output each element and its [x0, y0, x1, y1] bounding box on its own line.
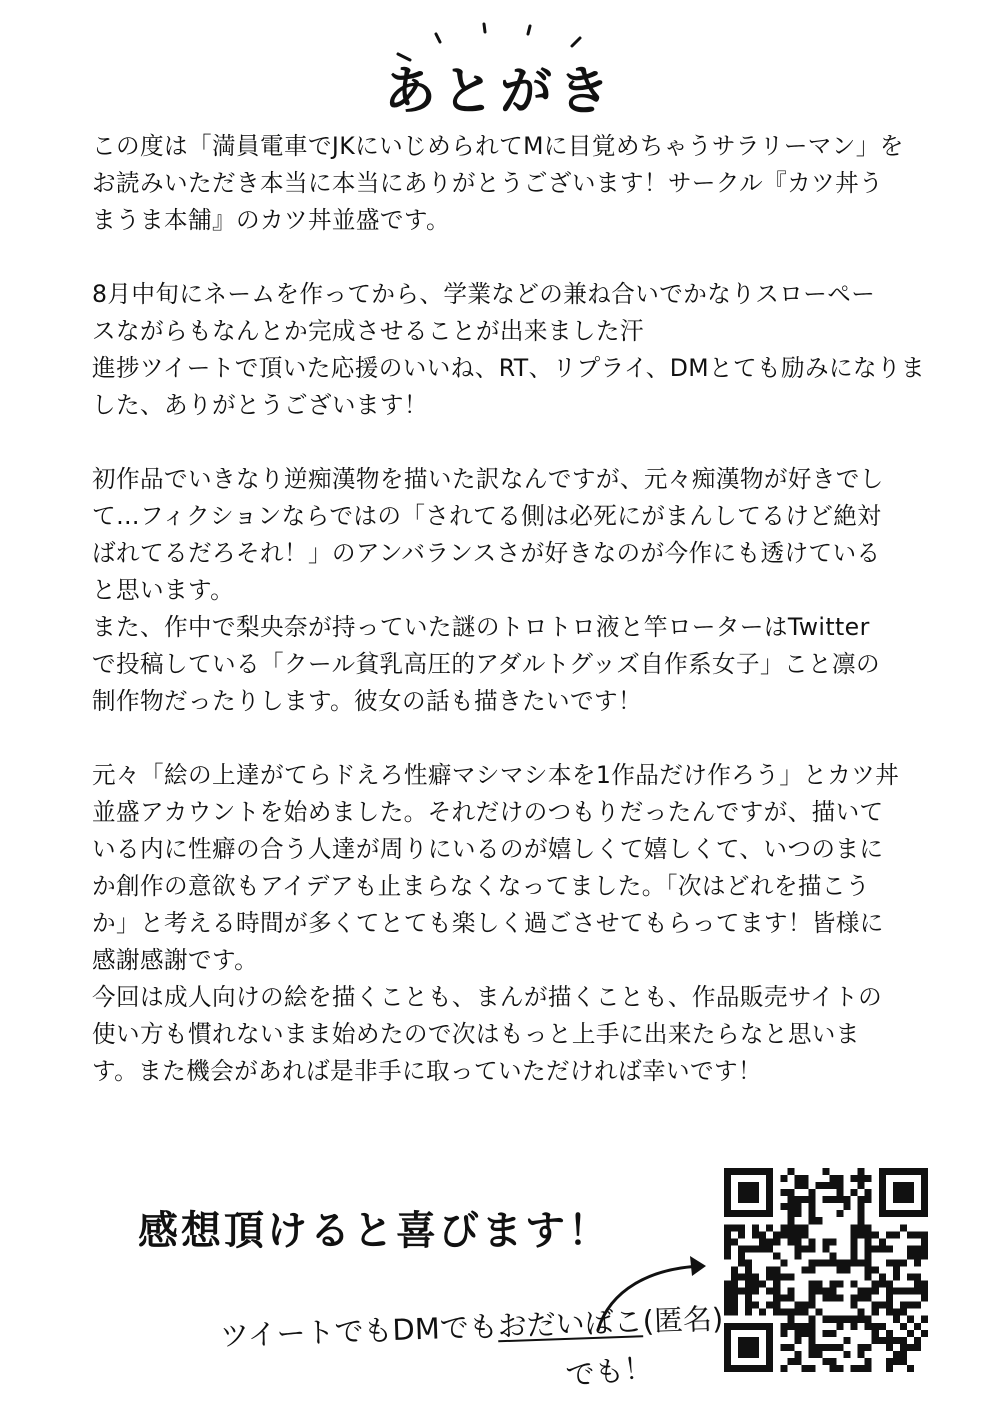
afterword-body — [92, 128, 925, 1127]
text-line: お読みいただき本当に本当にありがとうございます！サークル『カツ丼う — [92, 169, 884, 197]
text-line: まうま本舗』のカツ丼並盛です。 — [92, 206, 451, 234]
text-line: した、ありがとうございます！ — [92, 391, 428, 419]
feedback-headline: 感想頂けると喜びます！ — [138, 1208, 611, 1254]
paragraph — [92, 128, 907, 239]
text-line: 元々「絵の上達がてらドえろ性癖マシマシ本を1作品だけ作ろう」とカツ丼 — [92, 761, 900, 789]
text-line: また、作中で梨央奈が持っていた謎のトロトロ液と竿ローターはTwitter — [92, 613, 870, 641]
qr-code-icon[interactable] — [724, 1168, 928, 1372]
text-line: 8月中旬にネームを作ってから、学業などの兼ね合いでかなりスローペー — [92, 280, 876, 308]
text-line: か創作の意欲もアイデアも止まらなくなってました。「次はどれを描こう — [92, 872, 870, 900]
title-block — [380, 20, 620, 120]
feedback-channels — [219, 1300, 724, 1354]
page-title: あとがき — [383, 62, 616, 122]
text-line: で投稿している「クール貧乳高圧的アダルトグッズ自作系女子」こと凛の — [92, 650, 881, 678]
text-line: この度は「満員電車でJKにいじめられてMに目覚めちゃうサラリーマン」を — [92, 132, 904, 160]
paragraph — [92, 461, 907, 720]
text-line: 感謝感謝です。 — [92, 946, 259, 974]
feedback-tail: でも！ — [564, 1349, 655, 1393]
paragraph — [92, 276, 925, 424]
text-line: 初作品でいきなり逆痴漢物を描いた訳なんですが、元々痴漢物が好きでし — [92, 465, 884, 493]
text-line: す。また機会があれば是非手に取っていただければ幸いです！ — [92, 1057, 762, 1085]
text-line: いる内に性癖の合う人達が周りにいるのが嬉しくて嬉しくて、いつのまに — [92, 835, 884, 863]
anonymous-note: (匿名) — [642, 1301, 724, 1339]
text-line: 今回は成人向けの絵を描くことも、まんが描くことも、作品販売サイトの — [92, 983, 883, 1011]
text-line: 制作物だったりします。彼女の話も描きたいです！ — [92, 687, 642, 715]
text-line: スながらもなんとか完成させることが出来ました汗 — [92, 317, 644, 345]
text-line: と思います。 — [92, 576, 235, 604]
feedback-prefix: ツイートでもDMでも — [219, 1309, 499, 1353]
text-line: ばれてるだろそれ！」のアンバランスさが好きなのが今作にも透けている — [92, 539, 881, 567]
odaibako-link[interactable]: おだいばこ — [497, 1304, 644, 1344]
paragraph — [92, 757, 907, 1090]
text-line: 並盛アカウントを始めました。それだけのつもりだったんですが、描いて — [92, 798, 884, 826]
text-line: て…フィクションならではの「されてる側は必死にがまんしてるけど絶対 — [92, 502, 882, 530]
text-line: か」と考える時間が多くてとても楽しく過ごさせてもらってます！皆様に — [92, 909, 884, 937]
text-line: 使い方も慣れないまま始めたので次はもっと上手に出来たらなと思いま — [92, 1020, 860, 1048]
text-line: 進捗ツイートで頂いた応援のいいね、RT、リプライ、DMとても励みになりま — [92, 354, 925, 382]
